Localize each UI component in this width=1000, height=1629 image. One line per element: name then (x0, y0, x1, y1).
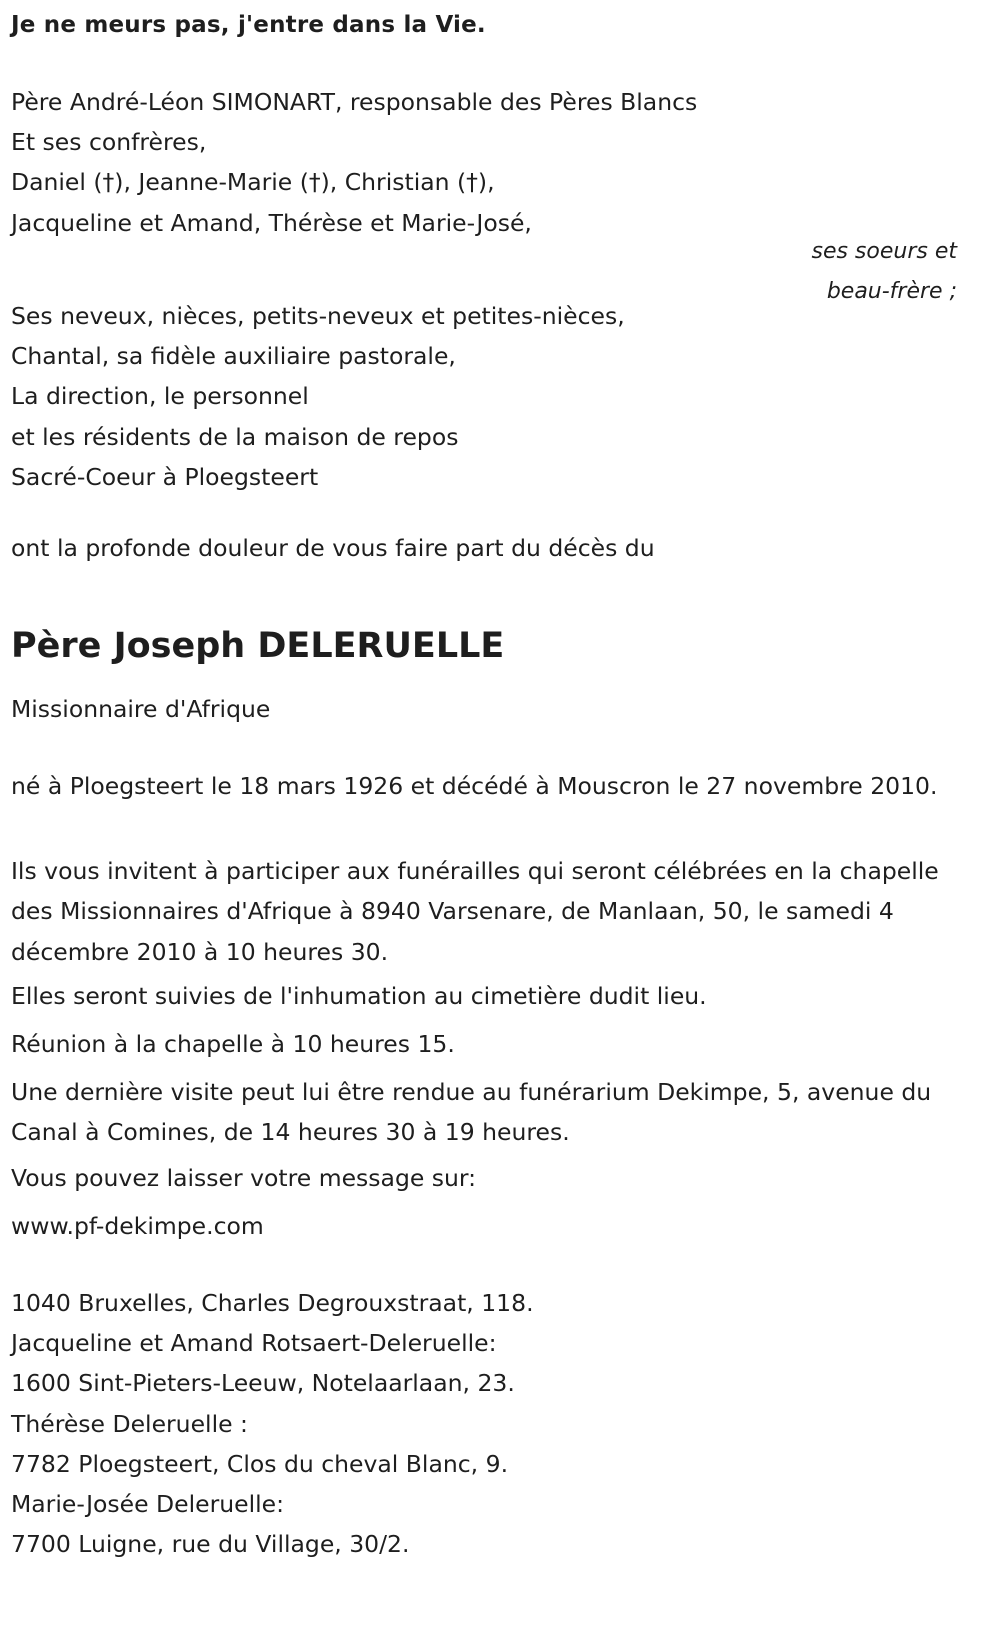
meeting-text: Réunion à la chapelle à 10 heures 15. (11, 1030, 455, 1058)
family-line: Daniel (†), Jeanne-Marie (†), Christian (†), (11, 168, 495, 197)
address-line: 7700 Luigne, rue du Village, 30/2. (11, 1530, 410, 1559)
epigraph: Je ne meurs pas, j'entre dans la Vie. (11, 12, 486, 38)
message-prompt: Vous pouvez laisser votre message sur: (11, 1164, 477, 1192)
visit-text: Une dernière visite peut lui être rendue au funérarium Dekimpe, 5, avenue du Canal à Comines, de 14 heures 30 à 19 heures. (11, 1078, 932, 1147)
family-line: Père André-Léon SIMONART, responsable des Pères Blancs (11, 88, 698, 116)
address-line: Jacqueline et Amand Rotsaert-Deleruelle: (11, 1329, 497, 1358)
relatives-line: Chantal, sa fidèle auxiliaire pastorale, (11, 342, 456, 371)
family-line: Et ses confrères, (11, 128, 207, 157)
address-line: 1040 Bruxelles, Charles Degrouxstraat, 118. (11, 1289, 534, 1317)
address-line: Thérèse Deleruelle : (11, 1409, 248, 1438)
funeral-text: Ils vous invitent à participer aux funérailles qui seront célébrées en la chapelle des Missionnaires d'Afrique à 8940 Varsenare, de Manlaan, 50, le samedi 4 décembre 2010 à 10 heures 30. (11, 857, 939, 966)
deceased-title: Missionnaire d'Afrique (11, 695, 271, 723)
birth-death-text: né à Ploegsteert le 18 mars 1926 et décédé à Mouscron le 27 novembre 2010. (11, 772, 938, 800)
burial-text: Elles seront suivies de l'inhumation au cimetière dudit lieu. (11, 982, 707, 1010)
relatives-line: Sacré-Coeur à Ploegsteert (11, 462, 319, 491)
relatives-line: et les résidents de la maison de repos (11, 422, 459, 451)
relatives-block (11, 296, 625, 497)
website-link[interactable]: www.pf-dekimpe.com (11, 1212, 264, 1240)
deceased-name: Père Joseph DELERUELLE (11, 626, 505, 666)
relatives-line: La direction, le personnel (11, 382, 309, 411)
address-line: 1600 Sint-Pieters-Leeuw, Notelaarlaan, 23. (11, 1369, 515, 1398)
addresses-block (11, 1283, 534, 1564)
announcement: ont la profonde douleur de vous faire part du décès du (11, 534, 655, 562)
relatives-line: Ses neveux, nièces, petits-neveux et petites-nièces, (11, 302, 625, 330)
family-block (11, 82, 697, 243)
address-line: Marie-Josée Deleruelle: (11, 1490, 285, 1519)
family-line: Jacqueline et Amand, Thérèse et Marie-José, (11, 208, 532, 237)
sisters-note: ses soeurs et beau-frère ; (811, 239, 957, 304)
address-line: 7782 Ploegsteert, Clos du cheval Blanc, 9. (11, 1449, 509, 1478)
